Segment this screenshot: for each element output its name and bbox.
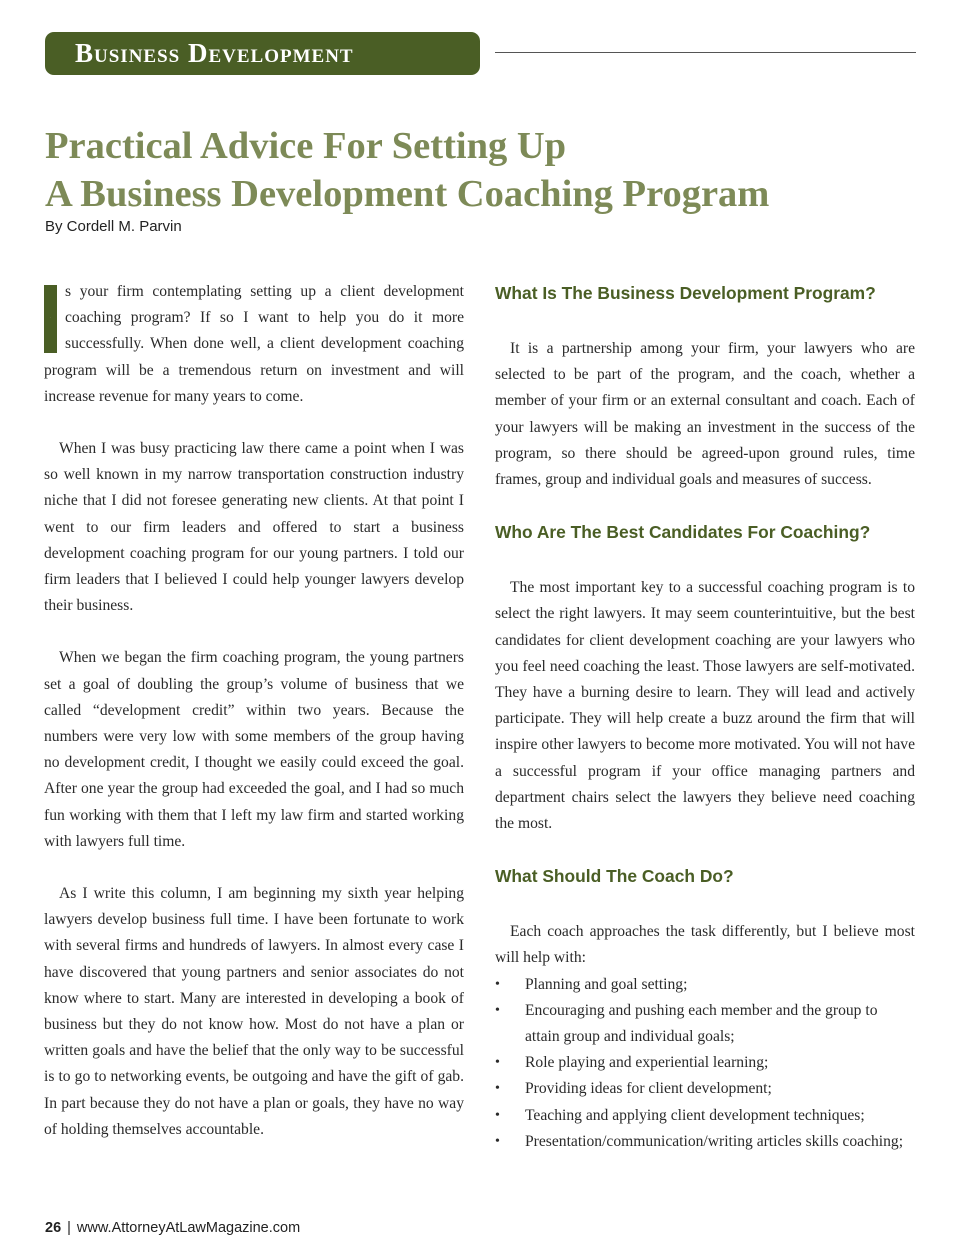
section-tab xyxy=(45,32,480,75)
paragraph-3: When we began the firm coaching program, the young partners set a goal of doubling the group’s volume of business that we called “development credit” within two years. Because the numbers were very low with some members of the group having no development credit, I thought we easily could exceed the goal. After one year the group had exceeded the goal, and I had so much fun working with them that I left my law firm and started working with lawyers full time. xyxy=(44,649,464,850)
article-title-line-1: Practical Advice For Setting Up xyxy=(45,125,567,167)
paragraph-4: As I write this column, I am beginning my sixth year helping lawyers develop business full time. I have been fortunate to work with several firms and hundreds of lawyers. In almost every case I have discovered that young partners and senior associates do not know where to start. Many are interested in developing a book of business but they do not know how. Most do not have a plan or written goals and have the belief that the only way to be successful is to go to networking events, be outgoing and have the gift of gab. In part because they do not have a plan or goals, they have no way of holding themselves accountable. xyxy=(44,885,464,1138)
paragraph-1-text: s your firm contemplating setting up a client development coaching program? If so I want to help you do it more successfully. When done well, a client development coaching program will be a tremendous return on investment and will increase revenue for many years to come. xyxy=(44,283,464,405)
list-item: • Encouraging and pushing each member and the group to attain group and individual goals; xyxy=(495,998,915,1050)
header-rule xyxy=(495,52,916,53)
paragraph-1 xyxy=(44,279,464,410)
list-item: • Role playing and experiential learning; xyxy=(495,1050,915,1076)
subheading-candidates: Who Are The Best Candidates For Coaching? xyxy=(495,522,871,543)
coach-tasks-list xyxy=(495,972,915,1155)
list-item: • Planning and goal setting; xyxy=(495,972,915,998)
right-column xyxy=(495,280,915,1155)
page-footer xyxy=(45,1220,300,1236)
left-column xyxy=(44,279,464,1169)
list-item: • Providing ideas for client development; xyxy=(495,1076,915,1102)
paragraph-candidates: The most important key to a successful coaching program is to select the right lawyers. It may seem counterintuitive, but the best candidates for client development coaching are your lawyers who you feel need coaching the least. Those lawyers are self-motivated. They have a burning desire to learn. They will lead and actively participate. They will help create a buzz around the firm that will inspire other lawyers to become more motivated. You will not have a successful program if your office managing partners and department chairs select the lawyers they believe need coaching the most. xyxy=(495,579,915,833)
article-title-line-2: A Business Development Coaching Program xyxy=(45,173,770,215)
paragraph-program: It is a partnership among your firm, your lawyers who are selected to be part of the program, and the coach, whether a member of your firm or an external consultant and coach. Each of your lawyers will be making an investment in the success of the program, so there should be agreed-upon ground rules, time frames, group and individual goals and measures of success. xyxy=(495,340,915,489)
list-item: • Teaching and applying client development techniques; xyxy=(495,1103,915,1129)
list-item: • Presentation/communication/writing articles skills coaching; xyxy=(495,1129,915,1155)
subheading-coach: What Should The Coach Do? xyxy=(495,866,734,887)
paragraph-coach: Each coach approaches the task differently, but I believe most will help with: xyxy=(495,923,915,967)
footer-separator: | xyxy=(67,1220,71,1236)
article-title xyxy=(45,122,925,218)
drop-cap: I xyxy=(44,285,57,353)
page-number: 26 xyxy=(45,1220,62,1236)
footer-website: www.AttorneyAtLawMagazine.com xyxy=(76,1220,301,1236)
byline: By Cordell M. Parvin xyxy=(45,218,182,235)
subheading-program: What Is The Business Development Program? xyxy=(495,283,876,303)
section-label: Business Development xyxy=(75,38,354,68)
paragraph-2: When I was busy practicing law there came a point when I was so well known in my narrow transportation construction industry niche that I did not foresee generating new clients. At that point I went to our firm leaders and offered to start a business development coaching program for our young partners. I told our firm leaders that I believed I could help younger lawyers develop their business. xyxy=(44,440,464,615)
